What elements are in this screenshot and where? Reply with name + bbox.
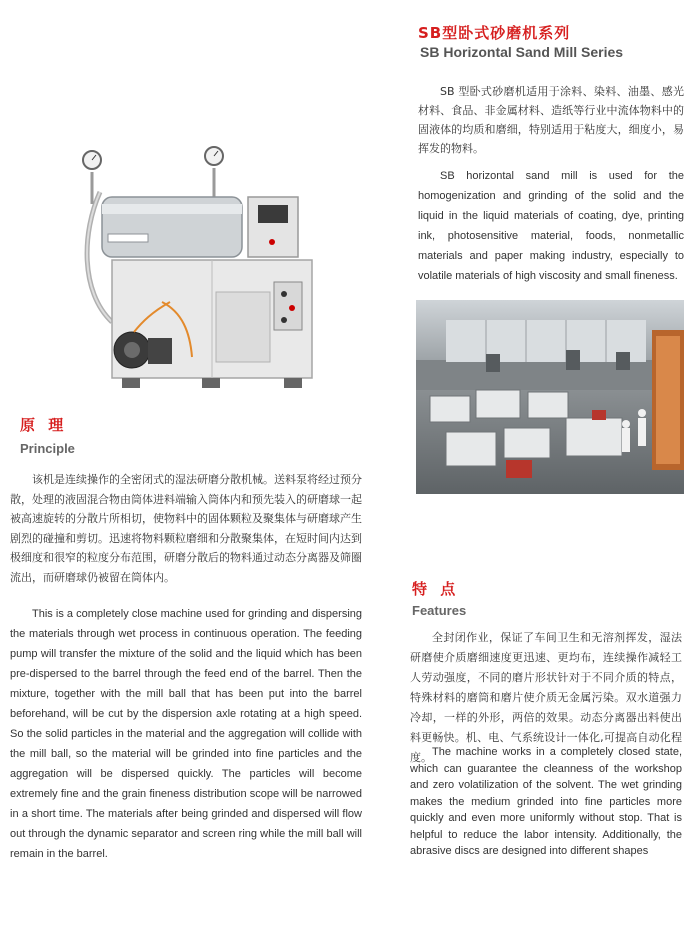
principle-text-en: This is a completely close machine used for grinding and dispersing the materials through wet process in continuous operation. The feeding pump will transfer the mixture of the solid and the liquid which has been pre-dispersed to the barrel through the feed end of the barrel. Then the mixture, together with the mill ball that has been put into the barrel beforehand, will be cut by the dispersion axle rotating at a high speed. So the solid particles in the material and the aggregation will collide with the mill ball, so the material will be grinded into fine particles and the aggregation will be dispersed quickly. The particles will become extremely fine and the grain fineness distribution scope will be narrowed in a short time. The materials after being grinded and dispersed will flow out through the dynamic separator and screen ring while the mill ball will remain in the barrel. [10, 608, 362, 860]
intro-text-en: SB horizontal sand mill is used for the homogenization and grinding of the solid and the liquid in the liquid materials of coating, dye, printing ink, photosensitive material, foods, nonmetallic materials and paper making industry, especially to volatile materials of high viscosity and small fineness. [418, 170, 684, 282]
sand-mill-machine-icon [72, 142, 334, 404]
features-text-en: The machine works in a completely closed state, which can guarantee the cleanness of the workshop and zero volatilization of the solvent. The wet grinding makes the medium grinded into fine particles more quickly and even more uniformly without stop. That is helpful to reduce the labor intensity. Additionally, the abrasive discs are designed into different shapes [410, 746, 682, 857]
principle-heading-cn: 原 理 [20, 416, 68, 434]
series-title-cn: SB型卧式砂磨机系列 [418, 24, 571, 42]
principle-heading-en: Principle [20, 441, 75, 456]
features-heading-cn: 特 点 [412, 580, 460, 598]
intro-text-cn: SB 型卧式砂磨机适用于涂料、染料、油墨、感光材料、食品、非金属材料、造纸等行业中流体物料中的固液体的均质和磨细，特别适用于粘度大，细度小，易挥发的物料。 [418, 85, 684, 155]
series-title-en: SB Horizontal Sand Mill Series [420, 44, 624, 60]
workshop-photo-icon [416, 300, 684, 494]
features-text-cn: 全封闭作业，保证了车间卫生和无溶剂挥发，湿法研磨使介质磨细速度更迅速、更均布，连续操作减轻工人劳动强度，不同的磨片形状针对于不同介质的特点，特殊材料的磨筒和磨片使介质无金属污染。双水道强力冷却，一样的外形，两倍的效果。动态分离器出料使出料更畅快。机、电、气系统设计一体化,可提高自动化程度。 [410, 631, 682, 764]
principle-text-cn: 该机是连续操作的全密闭式的湿法研磨分散机械。送料泵将经过预分散，处理的液固混合物由筒体进料端输入筒体内和预先装入的研磨球一起被高速旋转的分散片所相切，使物料中的固体颗粒及聚集体与研磨球产生剧烈的碰撞和剪切。迅速将物料颗粒磨细和分散聚集体，在短时间内达到极细度和很窄的粒度分布范围，研磨分散后的物料通过动态分离器及筛圈流出，而研磨球仍被留在筒体内。 [10, 473, 362, 584]
features-heading-en: Features [412, 603, 467, 618]
